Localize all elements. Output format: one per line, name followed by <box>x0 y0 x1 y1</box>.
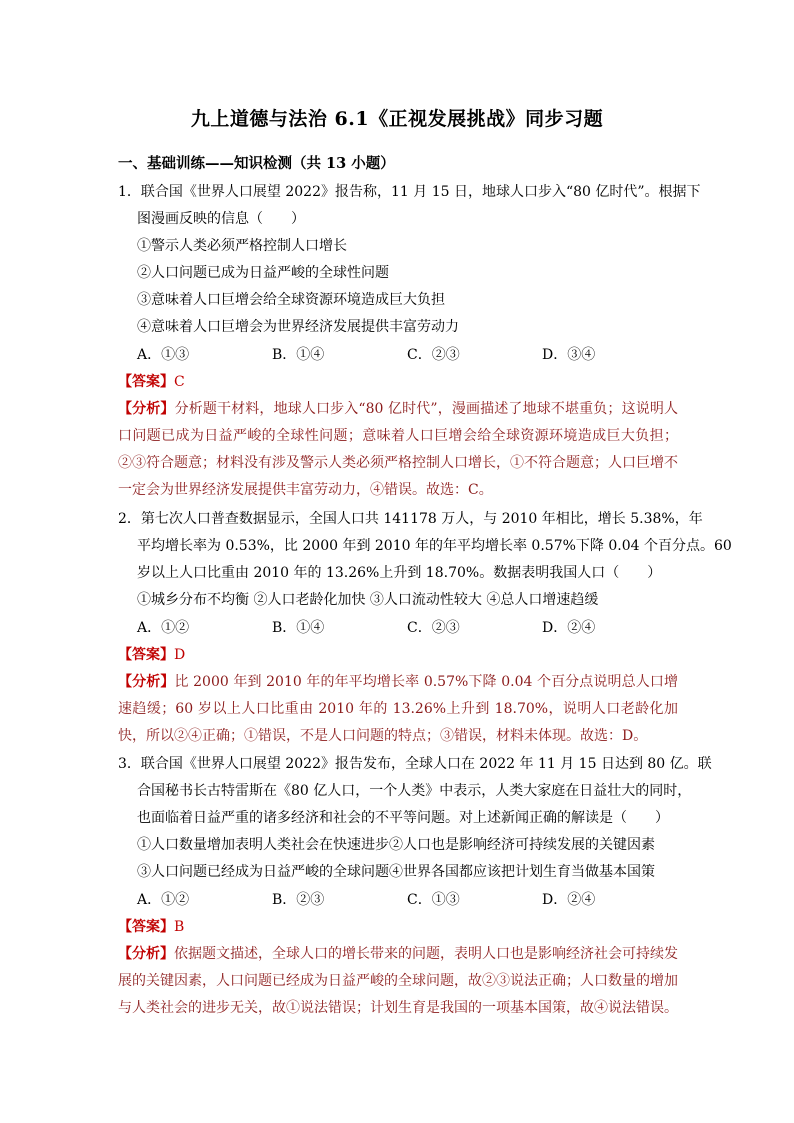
question-2-options: ①城乡分布不均衡 ②人口老龄化加快 ③人口流动性较大 ④总人口增速趋缓 <box>137 592 599 608</box>
question-3-options-line-2: ③人口问题已经成为日益严峻的全球问题④世界各国都应该把计划生育当做基本国策 <box>137 864 655 880</box>
question-3-analysis <box>118 941 678 1022</box>
page-title: 九上道德与法治 6.1《正视发展挑战》同步习题 <box>190 108 604 130</box>
choice-d: D．②④ <box>542 892 596 908</box>
analysis-tag: 【分析】 <box>118 674 175 690</box>
answer-tag: 【答案】 <box>118 919 174 935</box>
question-1-option-4: ④意味着人口巨增会为世界经济发展提供丰富劳动力 <box>137 319 459 335</box>
choice-a: A．①③ <box>137 347 190 363</box>
answer-value: B <box>174 919 185 935</box>
question-1-analysis <box>118 396 678 504</box>
question-2-stem-line-2: 平均增长率为 0.53%，比 2000 年到 2010 年的年平均增长率 0.57%下降 0.04 个百分点。60 <box>137 538 732 554</box>
answer-tag: 【答案】 <box>118 374 174 390</box>
question-2-stem-line-1: 2．第七次人口普查数据显示，全国人口共 141178 万人，与 2010 年相比，增长 5.38%，年 <box>118 511 703 527</box>
question-3-stem-line-3: 也面临着日益严重的诸多经济和社会的不平等问题。对上述新闻正确的解读是（ ） <box>137 810 669 826</box>
question-2-stem-line-3: 岁以上人口比重由 2010 年的 13.26%上升到 18.70%。数据表明我国人口（ ） <box>137 565 662 581</box>
question-1-option-3: ③意味着人口巨增会给全球资源环境造成巨大负担 <box>137 292 445 308</box>
analysis-text: 比 2000 年到 2010 年的年平均增长率 0.57%下降 0.04 个百分点说明总人口增速趋缓；60 岁以上人口比重由 2010 年的 13.26%上升到 18.70%，说明人口老龄化加快，所以②④正确；①错误，不是人口问题的特点；③错误，材料未体现。故选：D。 <box>118 674 678 744</box>
question-1-option-2: ②人口问题已成为日益严峻的全球性问题 <box>137 265 389 281</box>
choice-c: C．①③ <box>407 892 460 908</box>
analysis-tag: 【分析】 <box>118 946 174 962</box>
answer-value: C <box>174 374 185 390</box>
answer-tag: 【答案】 <box>118 647 174 663</box>
question-3-stem-line-1: 3．联合国《世界人口展望 2022》报告发布，全球人口在 2022 年 11 月 15 日达到 80 亿。联 <box>118 756 712 772</box>
choice-b: B．①④ <box>272 347 325 363</box>
question-1-stem-line-1: 1．联合国《世界人口展望 2022》报告称，11 月 15 日，地球人口步入“80 亿时代”。根据下 <box>118 184 701 200</box>
analysis-text: 分析题干材料，地球人口步入“80 亿时代”，漫画描述了地球不堪重负；这说明人口问题已成为日益严峻的全球性问题；意味着人口巨增会给全球资源环境造成巨大负担；②③符合题意；材料没有涉及警示人类必须严格控制人口增长，①不符合题意；人口巨增不一定会为世界经济发展提供丰富劳动力，④错误。故选：C。 <box>118 401 679 498</box>
question-2-analysis <box>118 669 678 750</box>
question-1-stem-line-2: 图漫画反映的信息（ ） <box>137 211 305 227</box>
choice-c: C．②③ <box>407 347 460 363</box>
analysis-tag: 【分析】 <box>118 401 175 417</box>
question-1-choices <box>137 346 697 364</box>
question-3-choices <box>137 891 697 909</box>
question-2-choices <box>137 619 697 637</box>
analysis-text: 依据题文描述，全球人口的增长带来的问题，表明人口也是影响经济社会可持续发展的关键因素，人口问题已经成为日益严峻的全球问题，故②③说法正确；人口数量的增加与人类社会的进步无关，故①说法错误；计划生育是我国的一项基本国策，故④说法错误。 <box>118 946 678 1016</box>
question-3-answer <box>118 918 184 936</box>
choice-b: B．①④ <box>272 620 325 636</box>
choice-a: A．①② <box>137 620 190 636</box>
question-2-answer <box>118 646 185 664</box>
question-3-options-line-1: ①人口数量增加表明人类社会在快速进步②人口也是影响经济可持续发展的关键因素 <box>137 837 655 853</box>
choice-d: D．②④ <box>542 620 596 636</box>
question-1-option-1: ①警示人类必须严格控制人口增长 <box>137 238 347 254</box>
choice-d: D．③④ <box>542 347 596 363</box>
answer-value: D <box>174 647 186 663</box>
question-3-stem-line-2: 合国秘书长古特雷斯在《80 亿人口，一个人类》中表示，人类大家庭在日益壮大的同时， <box>137 783 692 799</box>
question-1-answer <box>118 373 185 391</box>
choice-c: C．②③ <box>407 620 460 636</box>
section-heading: 一、基础训练——知识检测（共 13 小题） <box>118 155 395 172</box>
choice-b: B．②③ <box>272 892 325 908</box>
choice-a: A．①② <box>137 892 190 908</box>
